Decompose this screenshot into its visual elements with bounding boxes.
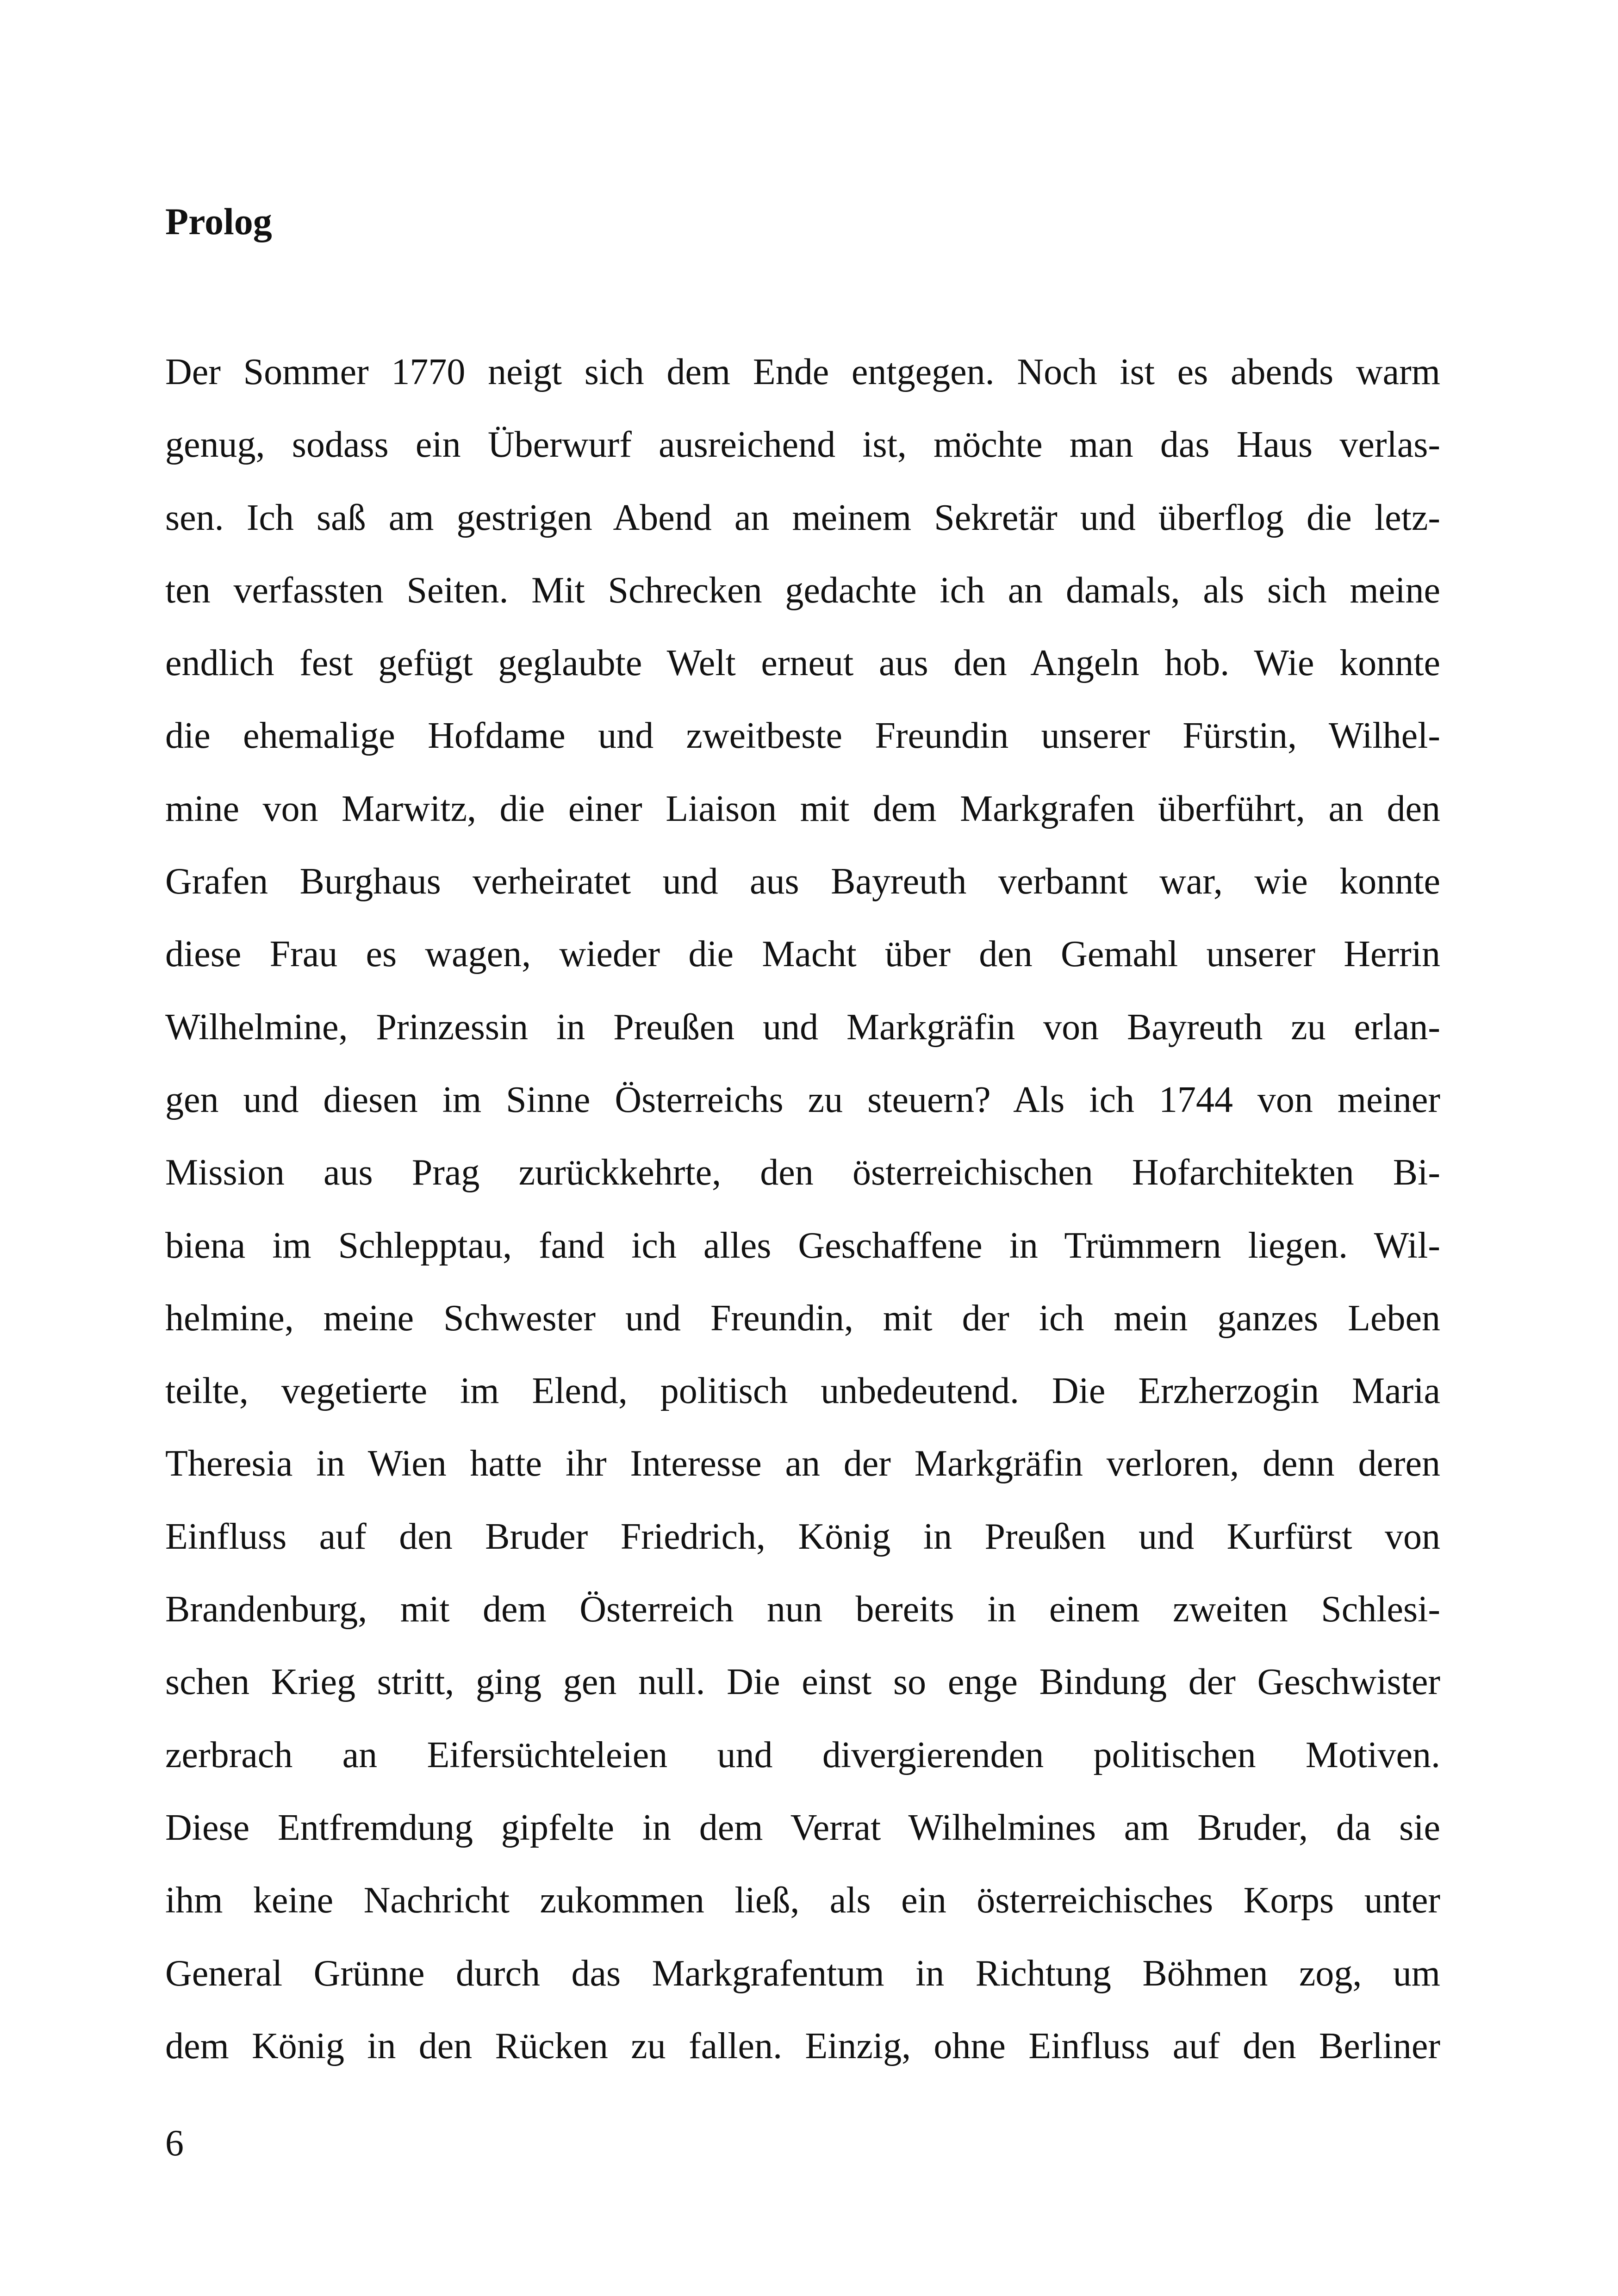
text-line: schen Krieg stritt, ging gen null. Die einst so enge Bindung der Geschwister	[165, 1662, 1440, 1703]
chapter-heading: Prolog	[165, 200, 272, 242]
text-line: Theresia in Wien hatte ihr Interesse an der Markgräfin verloren, denn deren	[165, 1443, 1440, 1484]
text-line: Diese Entfremdung gipfelte in dem Verrat Wilhelmines am Bruder, da sie	[165, 1807, 1440, 1848]
text-line: Brandenburg, mit dem Österreich nun bereits in einem zweiten Schlesi-	[165, 1589, 1440, 1630]
text-line: Mission aus Prag zurückkehrte, den österreichischen Hofarchitekten Bi-	[165, 1152, 1440, 1193]
text-line: ihm keine Nachricht zukommen ließ, als ein österreichisches Korps unter	[165, 1880, 1440, 1921]
text-line: gen und diesen im Sinne Österreichs zu steuern? Als ich 1744 von meiner	[165, 1079, 1440, 1120]
text-line: helmine, meine Schwester und Freundin, mit der ich mein ganzes Leben	[165, 1297, 1440, 1339]
text-line: mine von Marwitz, die einer Liaison mit dem Markgrafen überführt, an den	[165, 788, 1440, 829]
text-line: die ehemalige Hofdame und zweitbeste Freundin unserer Fürstin, Wilhel-	[165, 715, 1440, 757]
text-line: endlich fest gefügt geglaubte Welt erneut aus den Angeln hob. Wie konnte	[165, 643, 1440, 684]
text-line: Grafen Burghaus verheiratet und aus Bayreuth verbannt war, wie konnte	[165, 861, 1440, 902]
text-line: sen. Ich saß am gestrigen Abend an meinem Sekretär und überflog die letz-	[165, 497, 1440, 538]
text-line: genug, sodass ein Überwurf ausreichend ist, möchte man das Haus verlas-	[165, 424, 1440, 465]
text-line: General Grünne durch das Markgrafentum in Richtung Böhmen zog, um	[165, 1953, 1440, 1994]
text-line: dem König in den Rücken zu fallen. Einzig, ohne Einfluss auf den Berliner	[165, 2025, 1440, 2066]
text-line: biena im Schlepptau, fand ich alles Geschaffene in Trümmern liegen. Wil-	[165, 1225, 1440, 1266]
text-line: zerbrach an Eifersüchteleien und divergierenden politischen Motiven.	[165, 1734, 1440, 1775]
page-number: 6	[165, 2123, 184, 2164]
text-line: Einfluss auf den Bruder Friedrich, König in Preußen und Kurfürst von	[165, 1516, 1440, 1557]
text-line: teilte, vegetierte im Elend, politisch unbedeutend. Die Erzherzogin Maria	[165, 1371, 1440, 1412]
body-text	[165, 344, 1440, 2091]
text-line: ten verfassten Seiten. Mit Schrecken gedachte ich an damals, als sich meine	[165, 570, 1440, 611]
text-line: Der Sommer 1770 neigt sich dem Ende entgegen. Noch ist es abends warm	[165, 352, 1440, 392]
text-line: Wilhelmine, Prinzessin in Preußen und Markgräfin von Bayreuth zu erlan-	[165, 1006, 1440, 1048]
text-line: diese Frau es wagen, wieder die Macht über den Gemahl unserer Herrin	[165, 934, 1440, 975]
